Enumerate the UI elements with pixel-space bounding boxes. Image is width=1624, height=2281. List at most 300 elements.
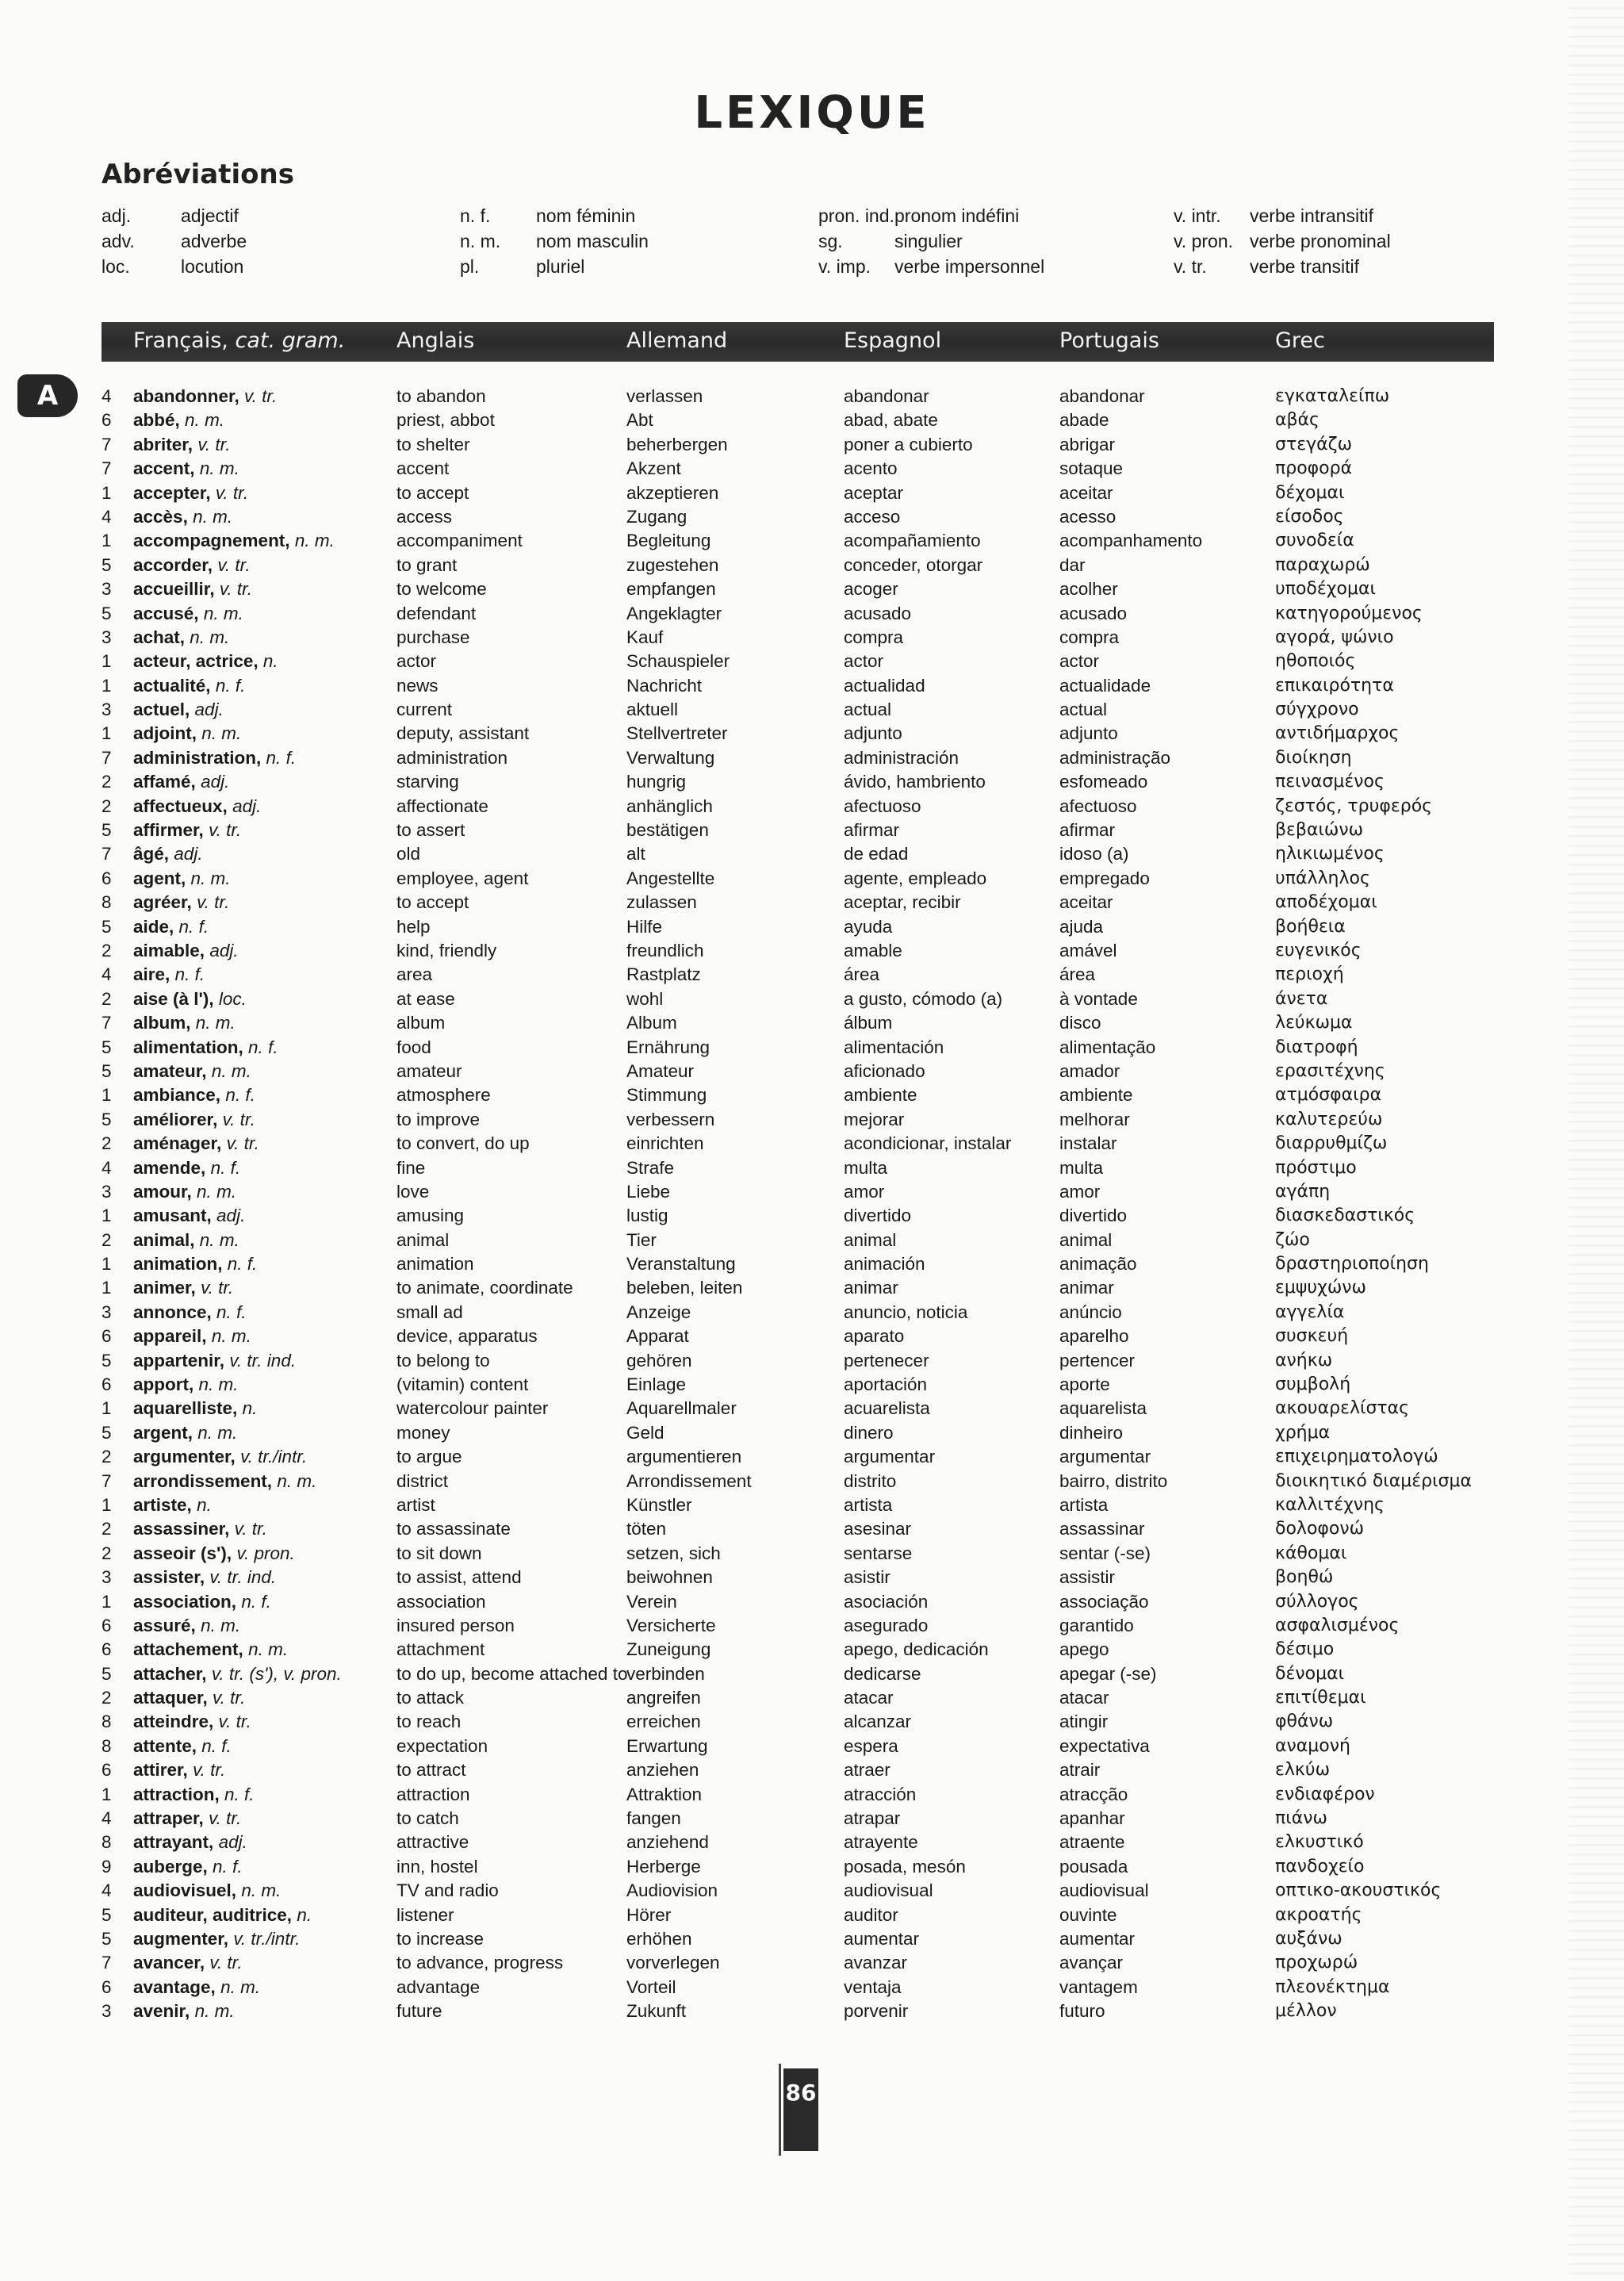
entry-english: watercolour painter bbox=[396, 1398, 549, 1419]
entry-spanish: animación bbox=[844, 1254, 925, 1275]
entry-grammatical-category: loc. bbox=[218, 988, 247, 1009]
entry-french bbox=[133, 1590, 271, 1614]
entry-lesson-number: 5 bbox=[102, 820, 112, 841]
entry-spanish: abandonar bbox=[844, 386, 929, 406]
entry-french bbox=[133, 1252, 257, 1276]
entry-greek: ακροατής bbox=[1275, 1904, 1362, 1925]
entry-portuguese: multa bbox=[1059, 1157, 1104, 1178]
abbreviation-key: n. m. bbox=[460, 231, 501, 251]
entry-greek: παραχωρώ bbox=[1275, 554, 1370, 575]
entry-french-word: assister, bbox=[133, 1567, 205, 1588]
entry-spanish: amable bbox=[844, 940, 902, 960]
table-row bbox=[0, 1229, 1624, 1252]
entry-greek: ηλικιωμένος bbox=[1275, 844, 1385, 864]
entry-greek: επικαιρότητα bbox=[1275, 675, 1394, 696]
entry-grammatical-category: n. bbox=[297, 1904, 312, 1925]
table-row bbox=[0, 795, 1624, 818]
entry-greek: υποδέχομαι bbox=[1275, 579, 1376, 600]
entry-grammatical-category: adj. bbox=[194, 700, 224, 720]
table-row bbox=[0, 1903, 1624, 1927]
entry-greek: δέσιμο bbox=[1275, 1639, 1335, 1660]
entry-english: priest, abbot bbox=[396, 410, 495, 431]
entry-lesson-number: 3 bbox=[102, 2001, 112, 2022]
table-row bbox=[0, 1108, 1624, 1132]
column-header-french-label: Français, bbox=[133, 328, 228, 353]
entry-portuguese: administração bbox=[1059, 747, 1171, 768]
entry-grammatical-category: n. m. bbox=[241, 1880, 282, 1901]
entry-french bbox=[133, 1976, 260, 1999]
entry-lesson-number: 7 bbox=[102, 747, 112, 768]
entry-portuguese: audiovisual bbox=[1059, 1880, 1149, 1901]
entry-spanish: atacar bbox=[844, 1688, 894, 1708]
entry-french-word: animer, bbox=[133, 1278, 196, 1298]
table-row bbox=[0, 626, 1624, 650]
table-row bbox=[0, 505, 1624, 529]
entry-portuguese: esfomeado bbox=[1059, 772, 1148, 792]
entry-greek: μέλλον bbox=[1275, 2001, 1337, 2022]
entry-spanish: asistir bbox=[844, 1567, 891, 1588]
entry-lesson-number: 5 bbox=[102, 1037, 112, 1057]
entry-lesson-number: 1 bbox=[102, 1784, 112, 1804]
abbreviation-key: pron. ind. bbox=[818, 205, 894, 226]
entry-grammatical-category: n. f. bbox=[215, 675, 246, 696]
table-row bbox=[0, 963, 1624, 987]
entry-greek: λεύκωμα bbox=[1275, 1013, 1353, 1033]
entry-grammatical-category: v. tr. bbox=[209, 820, 242, 841]
entry-portuguese: empregado bbox=[1059, 868, 1150, 888]
entry-lesson-number: 3 bbox=[102, 627, 112, 647]
entry-french bbox=[133, 385, 277, 408]
abbreviations-heading: Abréviations bbox=[102, 159, 294, 190]
entry-german: angreifen bbox=[626, 1688, 701, 1708]
entry-greek: πιάνω bbox=[1275, 1808, 1327, 1829]
table-row bbox=[0, 1180, 1624, 1204]
entry-spanish: audiovisual bbox=[844, 1880, 933, 1901]
entry-greek: ελκυστικό bbox=[1275, 1832, 1364, 1853]
entry-spanish: aportación bbox=[844, 1374, 928, 1395]
entry-greek: ζώο bbox=[1275, 1229, 1310, 1250]
abbreviation-meaning: nom masculin bbox=[536, 231, 649, 251]
table-row bbox=[0, 1397, 1624, 1420]
entry-french-word: affectueux, bbox=[133, 795, 228, 816]
entry-greek: ζεστός, τρυφερός bbox=[1275, 795, 1433, 816]
entry-french bbox=[133, 554, 251, 577]
entry-lesson-number: 8 bbox=[102, 1735, 112, 1756]
entry-french bbox=[133, 529, 335, 553]
entry-german: Amateur bbox=[626, 1060, 695, 1081]
entry-french-word: atteindre, bbox=[133, 1712, 214, 1732]
entry-grammatical-category: adj. bbox=[232, 795, 262, 816]
entry-spanish: abad, abate bbox=[844, 410, 938, 431]
entry-portuguese: atrair bbox=[1059, 1760, 1101, 1781]
entry-grammatical-category: n. f. bbox=[178, 916, 209, 937]
entry-french bbox=[133, 1156, 240, 1180]
entry-portuguese: instalar bbox=[1059, 1133, 1117, 1154]
table-row bbox=[0, 746, 1624, 770]
table-row bbox=[0, 722, 1624, 746]
entry-portuguese: abrigar bbox=[1059, 434, 1116, 454]
entry-english: to welcome bbox=[396, 579, 487, 600]
entry-portuguese: aporte bbox=[1059, 1374, 1110, 1395]
table-row bbox=[0, 1710, 1624, 1734]
entry-french-word: accent, bbox=[133, 458, 195, 479]
entry-french bbox=[133, 1493, 212, 1517]
table-row bbox=[0, 1083, 1624, 1107]
entry-lesson-number: 5 bbox=[102, 1663, 112, 1684]
entry-french bbox=[133, 577, 252, 601]
entry-lesson-number: 1 bbox=[102, 651, 112, 672]
entry-french-word: acteur, actrice, bbox=[133, 651, 259, 672]
entry-french-word: appartenir, bbox=[133, 1350, 225, 1371]
entry-grammatical-category: n. m. bbox=[201, 1615, 241, 1635]
table-row bbox=[0, 1204, 1624, 1228]
entry-greek: εγκαταλείπω bbox=[1275, 386, 1390, 406]
entry-greek: σύλλογος bbox=[1275, 1591, 1359, 1612]
entry-lesson-number: 5 bbox=[102, 1060, 112, 1081]
entry-german: Begleitung bbox=[626, 531, 711, 551]
entry-english: money bbox=[396, 1422, 450, 1443]
entry-greek: πλεονέκτημα bbox=[1275, 1976, 1390, 1997]
entry-portuguese: ajuda bbox=[1059, 916, 1104, 937]
entry-spanish: amor bbox=[844, 1181, 885, 1202]
entry-german: bestätigen bbox=[626, 820, 709, 841]
entry-lesson-number: 8 bbox=[102, 892, 112, 913]
table-row bbox=[0, 1011, 1624, 1035]
entry-spanish: actor bbox=[844, 651, 884, 672]
entry-spanish: acceso bbox=[844, 506, 901, 527]
entry-english: access bbox=[396, 506, 453, 527]
entry-english: to accept bbox=[396, 892, 469, 913]
entry-grammatical-category: n. f. bbox=[213, 1856, 243, 1877]
entry-french-word: abandonner, bbox=[133, 386, 239, 406]
entry-portuguese: bairro, distrito bbox=[1059, 1470, 1168, 1491]
entry-grammatical-category: n. m. bbox=[220, 1976, 261, 1997]
entry-spanish: multa bbox=[844, 1157, 888, 1178]
entry-lesson-number: 2 bbox=[102, 1543, 112, 1563]
entry-english: district bbox=[396, 1470, 449, 1491]
entry-spanish: actual bbox=[844, 700, 892, 720]
entry-spanish: mejorar bbox=[844, 1109, 905, 1129]
abbreviation-key: v. tr. bbox=[1174, 256, 1207, 277]
abbreviation-meaning: singulier bbox=[894, 231, 963, 251]
entry-grammatical-category: n. m. bbox=[190, 868, 231, 888]
entry-grammatical-category: v. tr. bbox=[226, 1133, 259, 1154]
entry-portuguese: dar bbox=[1059, 554, 1086, 575]
entry-grammatical-category: v. tr. ind. bbox=[209, 1567, 277, 1588]
entry-lesson-number: 2 bbox=[102, 795, 112, 816]
entry-portuguese: atingir bbox=[1059, 1712, 1109, 1732]
entry-german: Verwaltung bbox=[626, 747, 715, 768]
table-row bbox=[0, 1445, 1624, 1469]
entry-english: love bbox=[396, 1181, 430, 1202]
entry-spanish: acondicionar, instalar bbox=[844, 1133, 1012, 1154]
table-row bbox=[0, 1421, 1624, 1445]
entry-french-word: avancer, bbox=[133, 1953, 205, 1973]
page-title: LEXIQUE bbox=[694, 87, 930, 139]
entry-portuguese: assistir bbox=[1059, 1567, 1116, 1588]
entry-lesson-number: 6 bbox=[102, 410, 112, 431]
entry-greek: ελκύω bbox=[1275, 1760, 1331, 1781]
entry-spanish: actualidad bbox=[844, 675, 925, 696]
entry-french bbox=[133, 433, 231, 457]
entry-portuguese: actualidade bbox=[1059, 675, 1151, 696]
entry-french bbox=[133, 891, 229, 914]
table-row bbox=[0, 842, 1624, 866]
entry-spanish: asesinar bbox=[844, 1519, 912, 1539]
entry-grammatical-category: v. tr. bbox=[213, 1688, 246, 1708]
entry-portuguese: atraente bbox=[1059, 1832, 1125, 1853]
entry-french bbox=[133, 1517, 267, 1541]
entry-lesson-number: 5 bbox=[102, 554, 112, 575]
entry-greek: βοήθεια bbox=[1275, 916, 1346, 937]
column-header-english: Anglais bbox=[396, 328, 475, 353]
entry-spanish: afirmar bbox=[844, 820, 900, 841]
entry-portuguese: garantido bbox=[1059, 1615, 1134, 1635]
abbreviation-meaning: verbe intransitif bbox=[1250, 205, 1373, 226]
entry-grammatical-category: v. tr. bbox=[197, 892, 230, 913]
entry-lesson-number: 5 bbox=[102, 1929, 112, 1949]
entry-lesson-number: 5 bbox=[102, 916, 112, 937]
entry-german: Erwartung bbox=[626, 1735, 708, 1756]
entry-german: Herberge bbox=[626, 1856, 701, 1877]
entry-german: Künstler bbox=[626, 1494, 692, 1515]
abbreviation-key: pl. bbox=[460, 256, 480, 277]
entry-lesson-number: 1 bbox=[102, 723, 112, 744]
entry-spanish: argumentar bbox=[844, 1447, 936, 1467]
entry-spanish: asociación bbox=[844, 1591, 929, 1612]
entry-french bbox=[133, 1083, 255, 1107]
entry-english: amusing bbox=[396, 1206, 465, 1226]
entry-grammatical-category: adj. bbox=[216, 1206, 246, 1226]
entry-english: area bbox=[396, 964, 433, 985]
entry-greek: ασφαλισμένος bbox=[1275, 1615, 1400, 1635]
entry-spanish: sentarse bbox=[844, 1543, 913, 1563]
abbreviation-key: v. imp. bbox=[818, 256, 871, 277]
entry-lesson-number: 9 bbox=[102, 1856, 112, 1877]
entry-greek: αποδέχομαι bbox=[1275, 892, 1377, 913]
entry-french bbox=[133, 1276, 233, 1300]
table-row bbox=[0, 1325, 1624, 1348]
abbreviation-meaning: adverbe bbox=[181, 231, 247, 251]
entry-lesson-number: 2 bbox=[102, 1229, 112, 1250]
entry-english: small ad bbox=[396, 1302, 463, 1322]
entry-english: current bbox=[396, 700, 453, 720]
entry-grammatical-category: n. m. bbox=[193, 506, 233, 527]
entry-german: setzen, sich bbox=[626, 1543, 721, 1563]
table-row bbox=[0, 1927, 1624, 1951]
entry-lesson-number: 7 bbox=[102, 1953, 112, 1973]
entry-greek: αγορά, ψώνιο bbox=[1275, 627, 1394, 647]
entry-english: starving bbox=[396, 772, 459, 792]
entry-lesson-number: 7 bbox=[102, 844, 112, 864]
table-row bbox=[0, 1060, 1624, 1083]
entry-lesson-number: 5 bbox=[102, 1350, 112, 1371]
entry-portuguese: aumentar bbox=[1059, 1929, 1136, 1949]
entry-grammatical-category: n. m. bbox=[197, 1181, 237, 1202]
entry-grammatical-category: n. m. bbox=[211, 1060, 251, 1081]
entry-grammatical-category: n. m. bbox=[185, 410, 225, 431]
entry-german: lustig bbox=[626, 1206, 668, 1226]
entry-spanish: animar bbox=[844, 1278, 898, 1298]
entry-french bbox=[133, 457, 239, 481]
entry-spanish: adjunto bbox=[844, 723, 902, 744]
entry-portuguese: amor bbox=[1059, 1181, 1101, 1202]
entry-lesson-number: 1 bbox=[102, 482, 112, 503]
entry-french bbox=[133, 1758, 225, 1782]
entry-greek: διοίκηση bbox=[1275, 747, 1352, 768]
entry-spanish: divertido bbox=[844, 1206, 912, 1226]
entry-french-word: association, bbox=[133, 1591, 237, 1612]
entry-spanish: conceder, otorgar bbox=[844, 554, 983, 575]
entry-french bbox=[133, 1566, 276, 1589]
entry-french bbox=[133, 602, 243, 626]
entry-lesson-number: 2 bbox=[102, 772, 112, 792]
entry-portuguese: dinheiro bbox=[1059, 1422, 1124, 1443]
entry-grammatical-category: v. tr. bbox=[197, 434, 231, 454]
entry-german: beherbergen bbox=[626, 434, 728, 454]
entry-french bbox=[133, 1903, 312, 1927]
entry-grammatical-category: n. f. bbox=[174, 964, 205, 985]
entry-english: TV and radio bbox=[396, 1880, 499, 1901]
entry-english: to argue bbox=[396, 1447, 462, 1467]
entry-greek: εμψυχώνω bbox=[1275, 1278, 1366, 1298]
entry-french-word: aide, bbox=[133, 916, 174, 937]
entry-german: Versicherte bbox=[626, 1615, 716, 1635]
entry-french bbox=[133, 1325, 251, 1348]
entry-lesson-number: 3 bbox=[102, 579, 112, 600]
entry-portuguese: aparelho bbox=[1059, 1326, 1129, 1347]
entry-spanish: aparato bbox=[844, 1326, 905, 1347]
entry-portuguese: artista bbox=[1059, 1494, 1109, 1515]
entry-french-word: attacher, bbox=[133, 1663, 207, 1684]
abbreviation-key: sg. bbox=[818, 231, 843, 251]
entry-english: to abandon bbox=[396, 386, 486, 406]
entry-french bbox=[133, 1855, 243, 1879]
entry-french-word: accorder, bbox=[133, 554, 213, 575]
entry-french bbox=[133, 1060, 251, 1083]
entry-greek: αβάς bbox=[1275, 410, 1320, 431]
entry-portuguese: pousada bbox=[1059, 1856, 1128, 1877]
entry-grammatical-category: n. f. bbox=[216, 1302, 247, 1322]
entry-french bbox=[133, 915, 209, 939]
entry-spanish: atracción bbox=[844, 1784, 917, 1804]
abbreviation-meaning: verbe impersonnel bbox=[894, 256, 1045, 277]
table-row bbox=[0, 1662, 1624, 1686]
entry-french-word: affamé, bbox=[133, 772, 196, 792]
entry-spanish: anuncio, noticia bbox=[844, 1302, 968, 1322]
entry-german: Aquarellmaler bbox=[626, 1398, 737, 1419]
entry-spanish: ambiente bbox=[844, 1085, 917, 1106]
entry-spanish: apego, dedicación bbox=[844, 1639, 989, 1660]
entry-french-word: âgé, bbox=[133, 844, 170, 864]
entry-french-word: annonce, bbox=[133, 1302, 212, 1322]
page-number: 86 bbox=[785, 2080, 817, 2106]
table-row bbox=[0, 915, 1624, 939]
entry-spanish: área bbox=[844, 964, 880, 985]
entry-english: to assassinate bbox=[396, 1519, 511, 1539]
entry-spanish: alcanzar bbox=[844, 1712, 912, 1732]
entry-portuguese: apegar (-se) bbox=[1059, 1663, 1157, 1684]
table-row bbox=[0, 1686, 1624, 1710]
entry-french-word: accueillir, bbox=[133, 579, 215, 600]
entry-french bbox=[133, 1542, 295, 1566]
entry-portuguese: divertido bbox=[1059, 1206, 1128, 1226]
table-row bbox=[0, 939, 1624, 963]
entry-greek: φθάνω bbox=[1275, 1712, 1334, 1732]
entry-french bbox=[133, 674, 245, 698]
abbreviation-key: v. pron. bbox=[1174, 231, 1233, 251]
entry-german: Stimmung bbox=[626, 1085, 707, 1106]
entry-portuguese: avançar bbox=[1059, 1953, 1124, 1973]
entry-french bbox=[133, 1710, 251, 1734]
entry-portuguese: amável bbox=[1059, 940, 1117, 960]
entry-english: to grant bbox=[396, 554, 458, 575]
table-row bbox=[0, 1614, 1624, 1638]
entry-greek: περιοχή bbox=[1275, 964, 1344, 985]
entry-grammatical-category: v. tr. bbox=[234, 1519, 267, 1539]
entry-grammatical-category: v. tr. bbox=[209, 1808, 242, 1829]
entry-portuguese: futuro bbox=[1059, 2001, 1105, 2022]
entry-french-word: accusé, bbox=[133, 603, 199, 623]
entry-french bbox=[133, 1108, 255, 1132]
entry-grammatical-category: n. m. bbox=[203, 603, 243, 623]
entry-grammatical-category: n. m. bbox=[201, 723, 242, 744]
entry-french-word: attaquer, bbox=[133, 1688, 208, 1708]
entry-greek: επιχειρηματολογώ bbox=[1275, 1447, 1438, 1467]
entry-grammatical-category: n. f. bbox=[201, 1735, 232, 1756]
entry-french-word: asseoir (s'), bbox=[133, 1543, 232, 1563]
table-row bbox=[0, 1807, 1624, 1831]
column-header-german: Allemand bbox=[626, 328, 728, 353]
entry-english: deputy, assistant bbox=[396, 723, 530, 744]
entry-english: affectionate bbox=[396, 795, 488, 816]
abbreviation-meaning: adjectif bbox=[181, 205, 239, 226]
entry-greek: δέχομαι bbox=[1275, 482, 1345, 503]
entry-french bbox=[133, 1373, 239, 1397]
entry-french-word: amateur, bbox=[133, 1060, 207, 1081]
entry-portuguese: sentar (-se) bbox=[1059, 1543, 1151, 1563]
entry-french bbox=[133, 1229, 239, 1252]
entry-french bbox=[133, 1638, 288, 1662]
entry-portuguese: aquarelista bbox=[1059, 1398, 1147, 1419]
entry-english: insured person bbox=[396, 1615, 515, 1635]
entry-english: to attack bbox=[396, 1688, 465, 1708]
entry-english: to do up, become attached to bbox=[396, 1663, 628, 1684]
entry-german: Stellvertreter bbox=[626, 723, 728, 744]
table-row bbox=[0, 529, 1624, 553]
entry-grammatical-category: n. f. bbox=[224, 1784, 255, 1804]
table-row bbox=[0, 602, 1624, 626]
table-row bbox=[0, 554, 1624, 577]
entry-grammatical-category: v. tr. ind. bbox=[229, 1350, 297, 1371]
entry-german: Tier bbox=[626, 1229, 657, 1250]
entry-english: fine bbox=[396, 1157, 426, 1178]
entry-english: expectation bbox=[396, 1735, 488, 1756]
entry-portuguese: associação bbox=[1059, 1591, 1149, 1612]
entry-lesson-number: 1 bbox=[102, 1254, 112, 1275]
entry-lesson-number: 3 bbox=[102, 700, 112, 720]
entry-french-word: aquarelliste, bbox=[133, 1398, 238, 1419]
entry-grammatical-category: n. m. bbox=[211, 1326, 251, 1347]
table-row bbox=[0, 1517, 1624, 1541]
entry-portuguese: ouvinte bbox=[1059, 1904, 1117, 1925]
entry-german: Veranstaltung bbox=[626, 1254, 736, 1275]
abbreviation-meaning: pronom indéfini bbox=[894, 205, 1020, 226]
entry-portuguese: aceitar bbox=[1059, 482, 1113, 503]
entry-lesson-number: 6 bbox=[102, 1976, 112, 1997]
entry-portuguese: à vontade bbox=[1059, 988, 1138, 1009]
entry-french-word: assassiner, bbox=[133, 1519, 230, 1539]
